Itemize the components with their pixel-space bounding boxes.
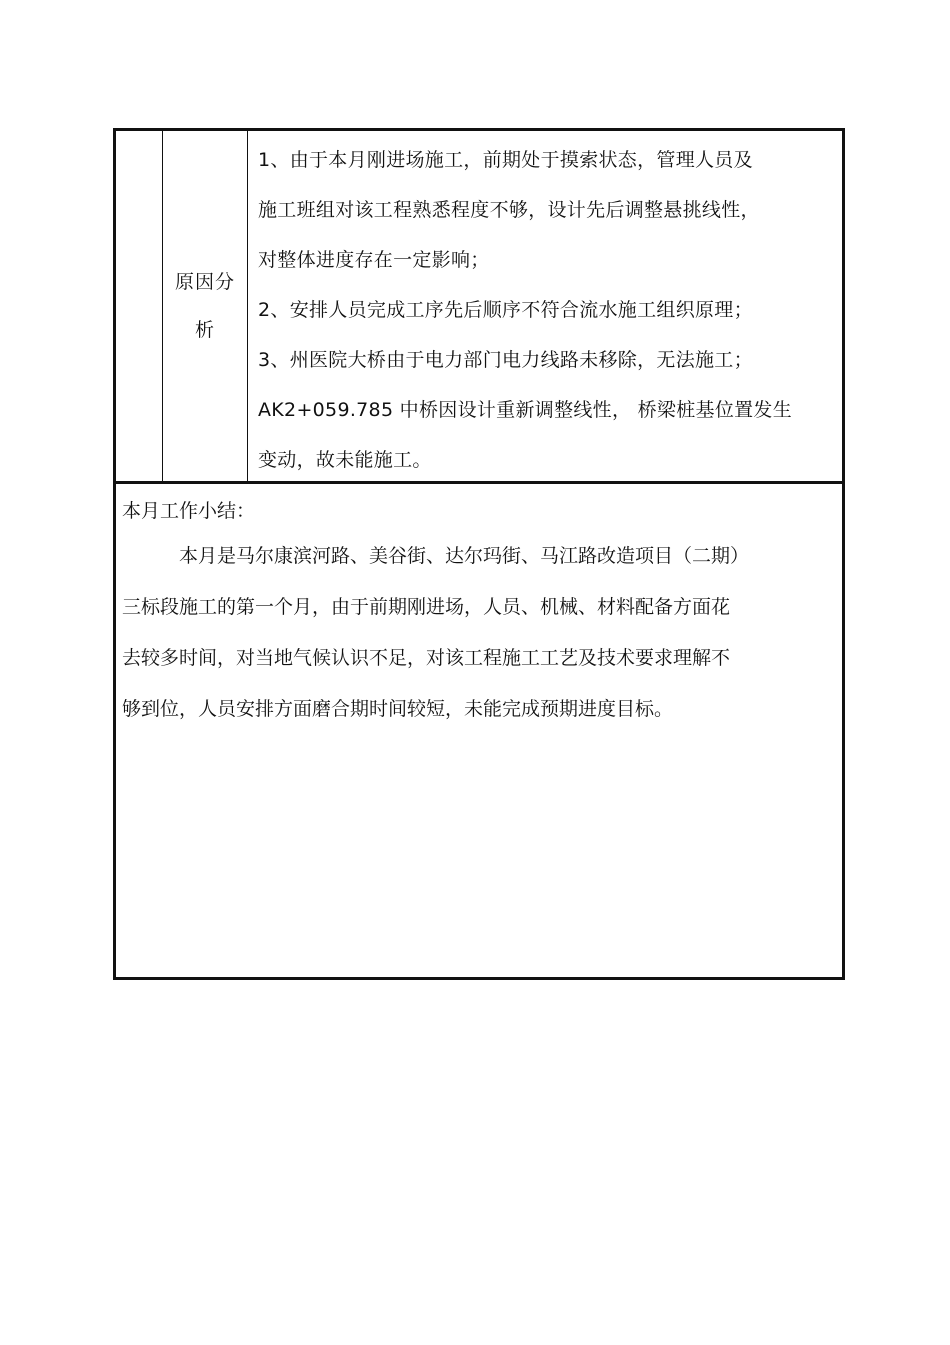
summary-line: 三标段施工的第一个月，由于前期刚进场，人员、机械、材料配备方面花	[122, 596, 731, 618]
analysis-line: 施工班组对该工程熟悉程度不够，设计先后调整悬挑线性，	[258, 199, 760, 221]
analysis-line: 变动，故未能施工。	[258, 449, 432, 471]
analysis-line: 1、由于本月刚进场施工，前期处于摸索状态，管理人员及	[258, 149, 753, 171]
summary-heading: 本月工作小结：	[122, 500, 256, 522]
analysis-line: 2、安排人员完成工序先后顺序不符合流水施工组织原理；	[258, 299, 753, 321]
summary-paragraph	[122, 531, 832, 735]
report-table	[113, 128, 845, 980]
column-divider	[247, 131, 248, 481]
cause-analysis-text	[258, 135, 838, 485]
analysis-line: AK2+059.785 中桥因设计重新调整线性， 桥梁桩基位置发生	[258, 399, 793, 421]
cause-label-line: 原因分	[174, 271, 235, 293]
analysis-line: 3、州医院大桥由于电力部门电力线路未移除，无法施工；	[258, 349, 753, 371]
analysis-line: 对整体进度存在一定影响；	[258, 249, 490, 271]
summary-line: 够到位，人员安排方面磨合期时间较短，未能完成预期进度目标。	[122, 698, 674, 720]
monthly-summary-section	[122, 487, 832, 735]
summary-line: 本月是马尔康滨河路、美谷街、达尔玛街、马江路改造项目（二期）	[179, 545, 750, 567]
row-divider	[116, 481, 842, 484]
summary-line: 去较多时间，对当地气候认识不足，对该工程施工工艺及技术要求理解不	[122, 647, 731, 669]
cause-label-line: 析	[194, 319, 215, 341]
column-divider	[162, 131, 163, 481]
cause-label-cell	[164, 131, 246, 481]
cause-label	[170, 258, 240, 354]
